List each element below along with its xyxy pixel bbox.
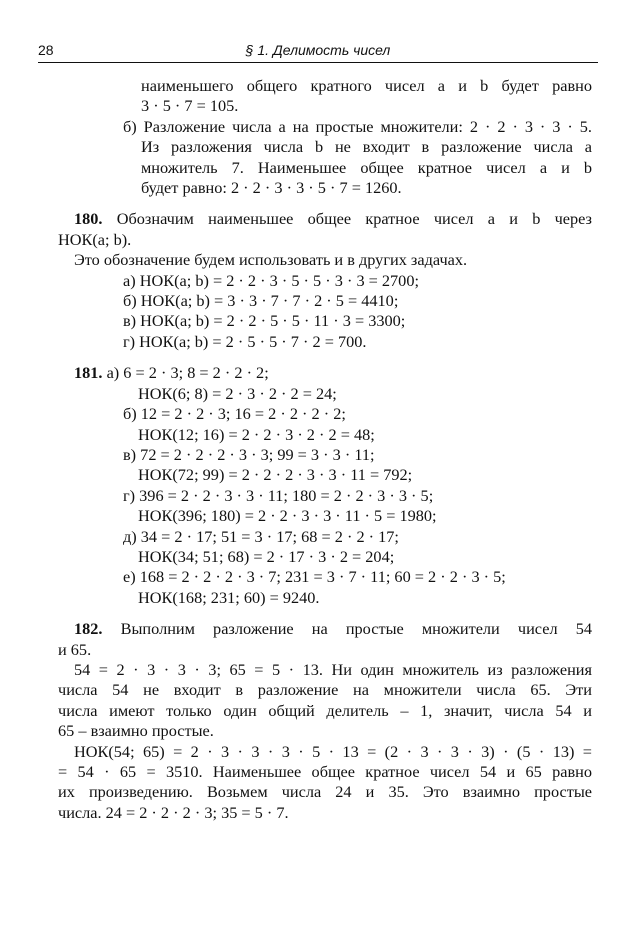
text-line-p180 <box>58 332 592 352</box>
line-text: множитель 7. Наименьшее общее кратное чисел a и b <box>141 157 592 177</box>
line-text: НОК(396; 180) = 2 · 2 · 3 · 3 · 11 · 5 = 1980; <box>138 506 437 526</box>
line-text: будет равно: 2 · 2 · 3 · 3 · 5 · 7 = 1260. <box>141 178 402 198</box>
line-text: Это обозначение будем использовать и в других задачах. <box>74 250 468 270</box>
line-text: числа. 24 = 2 · 2 · 2 · 3; 35 = 5 · 7. <box>58 802 289 822</box>
page-number: 28 <box>38 42 54 58</box>
paragraph-gap <box>58 198 592 209</box>
text-line-p180 <box>58 271 592 291</box>
text-line-p180 <box>58 250 592 270</box>
line-text: Из разложения числа b не входит в разложение числа a <box>141 137 592 157</box>
line-text: в) 72 = 2 · 2 · 2 · 3 · 3; 99 = 3 · 3 · 11; <box>123 444 375 464</box>
problem-number: 181. <box>74 363 103 383</box>
text-line-p181 <box>58 547 592 567</box>
text-line-p181 <box>58 506 592 526</box>
line-text: б) НОК(a; b) = 3 · 3 · 7 · 7 · 2 · 5 = 4410; <box>123 291 399 311</box>
line-text: 3 · 5 · 7 = 105. <box>141 96 239 116</box>
line-text: НОК(34; 51; 68) = 2 · 17 · 3 · 2 = 204; <box>138 546 395 566</box>
line-text: а) НОК(a; b) = 2 · 2 · 3 · 5 · 5 · 3 · 3 = 2700; <box>123 270 419 290</box>
line-text: г) НОК(a; b) = 2 · 5 · 5 · 7 · 2 = 700. <box>123 331 367 351</box>
text-line-p182 <box>58 640 592 660</box>
text-line-p179 <box>58 117 592 137</box>
text-line-p182 <box>58 721 592 741</box>
line-text: НОК(12; 16) = 2 · 2 · 3 · 2 · 2 = 48; <box>138 424 375 444</box>
text-line-p181 <box>58 465 592 485</box>
text-line-p179 <box>58 76 592 96</box>
line-text: наименьшего общего кратного чисел a и b будет равно <box>141 76 592 95</box>
line-text: НОК(a; b). <box>58 229 132 249</box>
text-line-p181 <box>58 384 592 404</box>
line-text: б) Разложение числа a на простые множители: 2 · 2 · 3 · 3 · 5. <box>123 116 592 136</box>
text-line-p181 <box>58 486 592 506</box>
text-line-p182 <box>58 742 592 762</box>
paragraph-gap <box>58 608 592 619</box>
text-line-p182 <box>58 619 592 639</box>
line-text: а) 6 = 2 · 3; 8 = 2 · 2 · 2; <box>102 363 269 383</box>
line-text: НОК(72; 99) = 2 · 2 · 2 · 3 · 3 · 11 = 792; <box>138 465 413 485</box>
line-text: Обозначим наименьшее общее кратное чисел a и b через <box>102 209 592 229</box>
text-line-p179 <box>58 178 592 198</box>
text-line-p179 <box>58 137 592 157</box>
text-line-p182 <box>58 660 592 680</box>
line-text: числа имеют только один общий делитель – 1, значит, числа 54 и <box>58 700 592 720</box>
text-line-p182 <box>58 782 592 802</box>
line-text: НОК(168; 231; 60) = 9240. <box>138 587 320 607</box>
text-line-p181 <box>58 567 592 587</box>
text-line-p180 <box>58 209 592 229</box>
line-text: и 65. <box>58 639 92 659</box>
text-line-p181 <box>58 363 592 383</box>
text-line-p180 <box>58 230 592 250</box>
line-text: 54 = 2 · 3 · 3 · 3; 65 = 5 · 13. Ни один множитель из разложения <box>74 659 592 679</box>
line-text: д) 34 = 2 · 17; 51 = 3 · 17; 68 = 2 · 2 · 17; <box>123 526 399 546</box>
text-line-p182 <box>58 762 592 782</box>
text-line-p181 <box>58 588 592 608</box>
text-line-p182 <box>58 701 592 721</box>
problem-number: 182. <box>74 619 103 639</box>
section-title: § 1. Делимость чисел <box>245 42 391 58</box>
text-line-p181 <box>58 445 592 465</box>
line-text: НОК(6; 8) = 2 · 3 · 2 · 2 = 24; <box>138 383 337 403</box>
page-content <box>58 76 592 823</box>
line-text: числа 54 не входит в разложение на множители числа 65. Эти <box>58 680 592 700</box>
text-line-p181 <box>58 404 592 424</box>
text-line-p182 <box>58 803 592 823</box>
line-text: Выполним разложение на простые множители чисел 54 <box>102 619 592 639</box>
text-line-p180 <box>58 291 592 311</box>
text-line-p180 <box>58 311 592 331</box>
line-text: б) 12 = 2 · 2 · 3; 16 = 2 · 2 · 2 · 2; <box>123 404 346 424</box>
paragraph-gap <box>58 352 592 363</box>
text-line-p179 <box>58 96 592 116</box>
text-line-p181 <box>58 425 592 445</box>
line-text: г) 396 = 2 · 2 · 3 · 3 · 11; 180 = 2 · 2 · 3 · 3 · 5; <box>123 485 434 505</box>
problem-number: 180. <box>74 209 103 229</box>
line-text: в) НОК(a; b) = 2 · 2 · 5 · 5 · 11 · 3 = 3300; <box>123 311 406 331</box>
line-text: их произведению. Возьмем числа 24 и 35. Это взаимно простые <box>58 782 592 802</box>
line-text: е) 168 = 2 · 2 · 2 · 3 · 7; 231 = 3 · 7 · 11; 60 = 2 · 2 · 3 · 5; <box>123 567 506 587</box>
line-text: = 54 · 65 = 3510. Наименьшее общее кратное чисел 54 и 65 равно <box>58 762 592 781</box>
text-line-p179 <box>58 158 592 178</box>
page-header <box>38 40 598 63</box>
text-line-p182 <box>58 680 592 700</box>
line-text: НОК(54; 65) = 2 · 3 · 3 · 3 · 5 · 13 = (2 · 3 · 3 · 3) · (5 · 13) = <box>74 741 592 761</box>
text-line-p181 <box>58 527 592 547</box>
line-text: 65 – взаимно простые. <box>58 721 214 741</box>
